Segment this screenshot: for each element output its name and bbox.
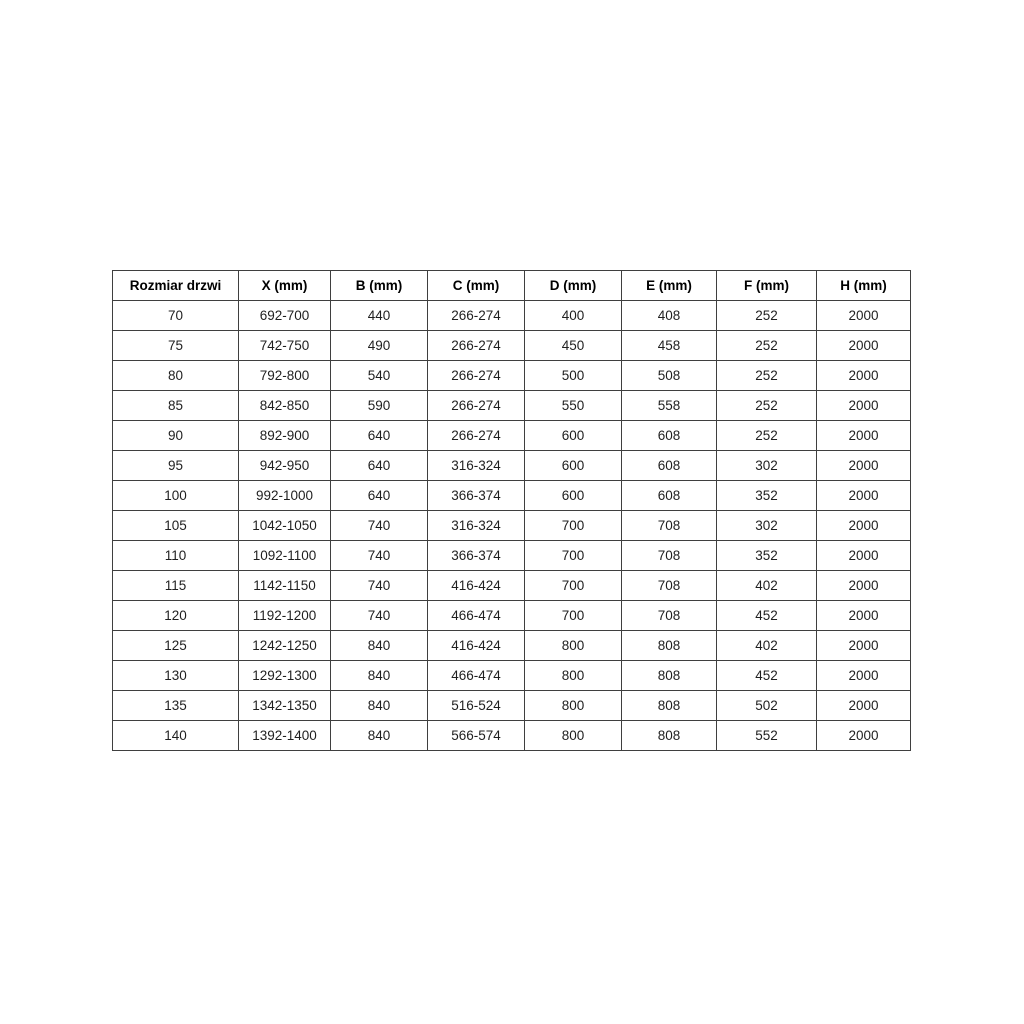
table-cell: 600 <box>525 451 622 481</box>
table-cell: 740 <box>331 511 428 541</box>
table-row <box>113 661 911 691</box>
table-cell: 608 <box>622 421 717 451</box>
table-cell: 840 <box>331 721 428 751</box>
table-cell: 708 <box>622 541 717 571</box>
table-cell: 252 <box>717 421 817 451</box>
header-cell: B (mm) <box>331 271 428 301</box>
table-cell: 125 <box>113 631 239 661</box>
table-cell: 2000 <box>817 631 911 661</box>
table-cell: 75 <box>113 331 239 361</box>
table-cell: 402 <box>717 631 817 661</box>
table-cell: 608 <box>622 481 717 511</box>
table-cell: 708 <box>622 571 717 601</box>
table-row <box>113 391 911 421</box>
table-row <box>113 541 911 571</box>
table-cell: 840 <box>331 691 428 721</box>
table-cell: 640 <box>331 481 428 511</box>
table-cell: 558 <box>622 391 717 421</box>
table-cell: 540 <box>331 361 428 391</box>
table-cell: 600 <box>525 421 622 451</box>
table-cell: 352 <box>717 541 817 571</box>
header-cell: C (mm) <box>428 271 525 301</box>
table-row <box>113 481 911 511</box>
table-cell: 80 <box>113 361 239 391</box>
table-cell: 95 <box>113 451 239 481</box>
table-cell: 740 <box>331 601 428 631</box>
table-cell: 566-574 <box>428 721 525 751</box>
table-cell: 700 <box>525 511 622 541</box>
table-cell: 2000 <box>817 661 911 691</box>
table-cell: 452 <box>717 601 817 631</box>
table-cell: 408 <box>622 301 717 331</box>
table-cell: 740 <box>331 571 428 601</box>
table-cell: 2000 <box>817 721 911 751</box>
table-cell: 490 <box>331 331 428 361</box>
table-cell: 2000 <box>817 451 911 481</box>
table-cell: 808 <box>622 631 717 661</box>
table-cell: 808 <box>622 661 717 691</box>
table-cell: 110 <box>113 541 239 571</box>
table-cell: 2000 <box>817 511 911 541</box>
table-cell: 700 <box>525 601 622 631</box>
table-cell: 942-950 <box>239 451 331 481</box>
table-cell: 2000 <box>817 541 911 571</box>
table-row <box>113 361 911 391</box>
table-row <box>113 511 911 541</box>
table-cell: 266-274 <box>428 421 525 451</box>
table-cell: 85 <box>113 391 239 421</box>
table-cell: 458 <box>622 331 717 361</box>
table-cell: 600 <box>525 481 622 511</box>
table-cell: 800 <box>525 661 622 691</box>
table-header <box>113 271 911 301</box>
table-row <box>113 451 911 481</box>
table-row <box>113 301 911 331</box>
table-cell: 400 <box>525 301 622 331</box>
table-cell: 302 <box>717 451 817 481</box>
header-cell: X (mm) <box>239 271 331 301</box>
table-cell: 1042-1050 <box>239 511 331 541</box>
table-cell: 508 <box>622 361 717 391</box>
table-cell: 1342-1350 <box>239 691 331 721</box>
table-cell: 640 <box>331 451 428 481</box>
table-cell: 2000 <box>817 691 911 721</box>
table-cell: 2000 <box>817 571 911 601</box>
table-cell: 1142-1150 <box>239 571 331 601</box>
table-cell: 252 <box>717 301 817 331</box>
header-cell: Rozmiar drzwi <box>113 271 239 301</box>
table-cell: 252 <box>717 391 817 421</box>
table-cell: 2000 <box>817 361 911 391</box>
table-cell: 708 <box>622 511 717 541</box>
table-cell: 516-524 <box>428 691 525 721</box>
table-row <box>113 691 911 721</box>
table-cell: 266-274 <box>428 391 525 421</box>
table-cell: 366-374 <box>428 481 525 511</box>
table-cell: 452 <box>717 661 817 691</box>
table-cell: 590 <box>331 391 428 421</box>
table-row <box>113 721 911 751</box>
table-cell: 2000 <box>817 391 911 421</box>
table-cell: 440 <box>331 301 428 331</box>
table-cell: 266-274 <box>428 361 525 391</box>
table-cell: 550 <box>525 391 622 421</box>
table-cell: 130 <box>113 661 239 691</box>
table-cell: 742-750 <box>239 331 331 361</box>
table-cell: 140 <box>113 721 239 751</box>
table-cell: 450 <box>525 331 622 361</box>
table-cell: 466-474 <box>428 601 525 631</box>
table-cell: 992-1000 <box>239 481 331 511</box>
table-cell: 2000 <box>817 601 911 631</box>
table-cell: 500 <box>525 361 622 391</box>
table-cell: 2000 <box>817 421 911 451</box>
header-cell: F (mm) <box>717 271 817 301</box>
table-body <box>113 301 911 751</box>
table-cell: 840 <box>331 631 428 661</box>
table-cell: 792-800 <box>239 361 331 391</box>
header-cell: D (mm) <box>525 271 622 301</box>
table-cell: 2000 <box>817 331 911 361</box>
table-cell: 552 <box>717 721 817 751</box>
table-cell: 740 <box>331 541 428 571</box>
table-cell: 800 <box>525 691 622 721</box>
table-cell: 800 <box>525 721 622 751</box>
table-cell: 708 <box>622 601 717 631</box>
table-cell: 302 <box>717 511 817 541</box>
table-cell: 1092-1100 <box>239 541 331 571</box>
table-cell: 808 <box>622 691 717 721</box>
table-cell: 1192-1200 <box>239 601 331 631</box>
table-row <box>113 571 911 601</box>
table-cell: 266-274 <box>428 301 525 331</box>
table-cell: 700 <box>525 571 622 601</box>
table-cell: 608 <box>622 451 717 481</box>
table-cell: 700 <box>525 541 622 571</box>
table-cell: 105 <box>113 511 239 541</box>
header-cell: E (mm) <box>622 271 717 301</box>
table-cell: 1392-1400 <box>239 721 331 751</box>
door-size-table-container <box>112 270 910 751</box>
table-cell: 70 <box>113 301 239 331</box>
table-cell: 842-850 <box>239 391 331 421</box>
table-cell: 366-374 <box>428 541 525 571</box>
table-cell: 316-324 <box>428 511 525 541</box>
table-cell: 840 <box>331 661 428 691</box>
table-row <box>113 421 911 451</box>
table-cell: 640 <box>331 421 428 451</box>
table-cell: 692-700 <box>239 301 331 331</box>
table-row <box>113 601 911 631</box>
door-size-table <box>112 270 911 751</box>
table-cell: 1292-1300 <box>239 661 331 691</box>
table-cell: 800 <box>525 631 622 661</box>
table-cell: 416-424 <box>428 571 525 601</box>
table-cell: 135 <box>113 691 239 721</box>
table-cell: 502 <box>717 691 817 721</box>
header-row <box>113 271 911 301</box>
table-cell: 115 <box>113 571 239 601</box>
table-row <box>113 331 911 361</box>
table-cell: 402 <box>717 571 817 601</box>
table-cell: 352 <box>717 481 817 511</box>
table-cell: 808 <box>622 721 717 751</box>
table-cell: 90 <box>113 421 239 451</box>
table-row <box>113 631 911 661</box>
table-cell: 252 <box>717 361 817 391</box>
table-cell: 100 <box>113 481 239 511</box>
table-cell: 120 <box>113 601 239 631</box>
table-cell: 266-274 <box>428 331 525 361</box>
table-cell: 416-424 <box>428 631 525 661</box>
header-cell: H (mm) <box>817 271 911 301</box>
table-cell: 252 <box>717 331 817 361</box>
table-cell: 1242-1250 <box>239 631 331 661</box>
table-cell: 2000 <box>817 301 911 331</box>
table-cell: 316-324 <box>428 451 525 481</box>
table-cell: 2000 <box>817 481 911 511</box>
table-cell: 892-900 <box>239 421 331 451</box>
table-cell: 466-474 <box>428 661 525 691</box>
